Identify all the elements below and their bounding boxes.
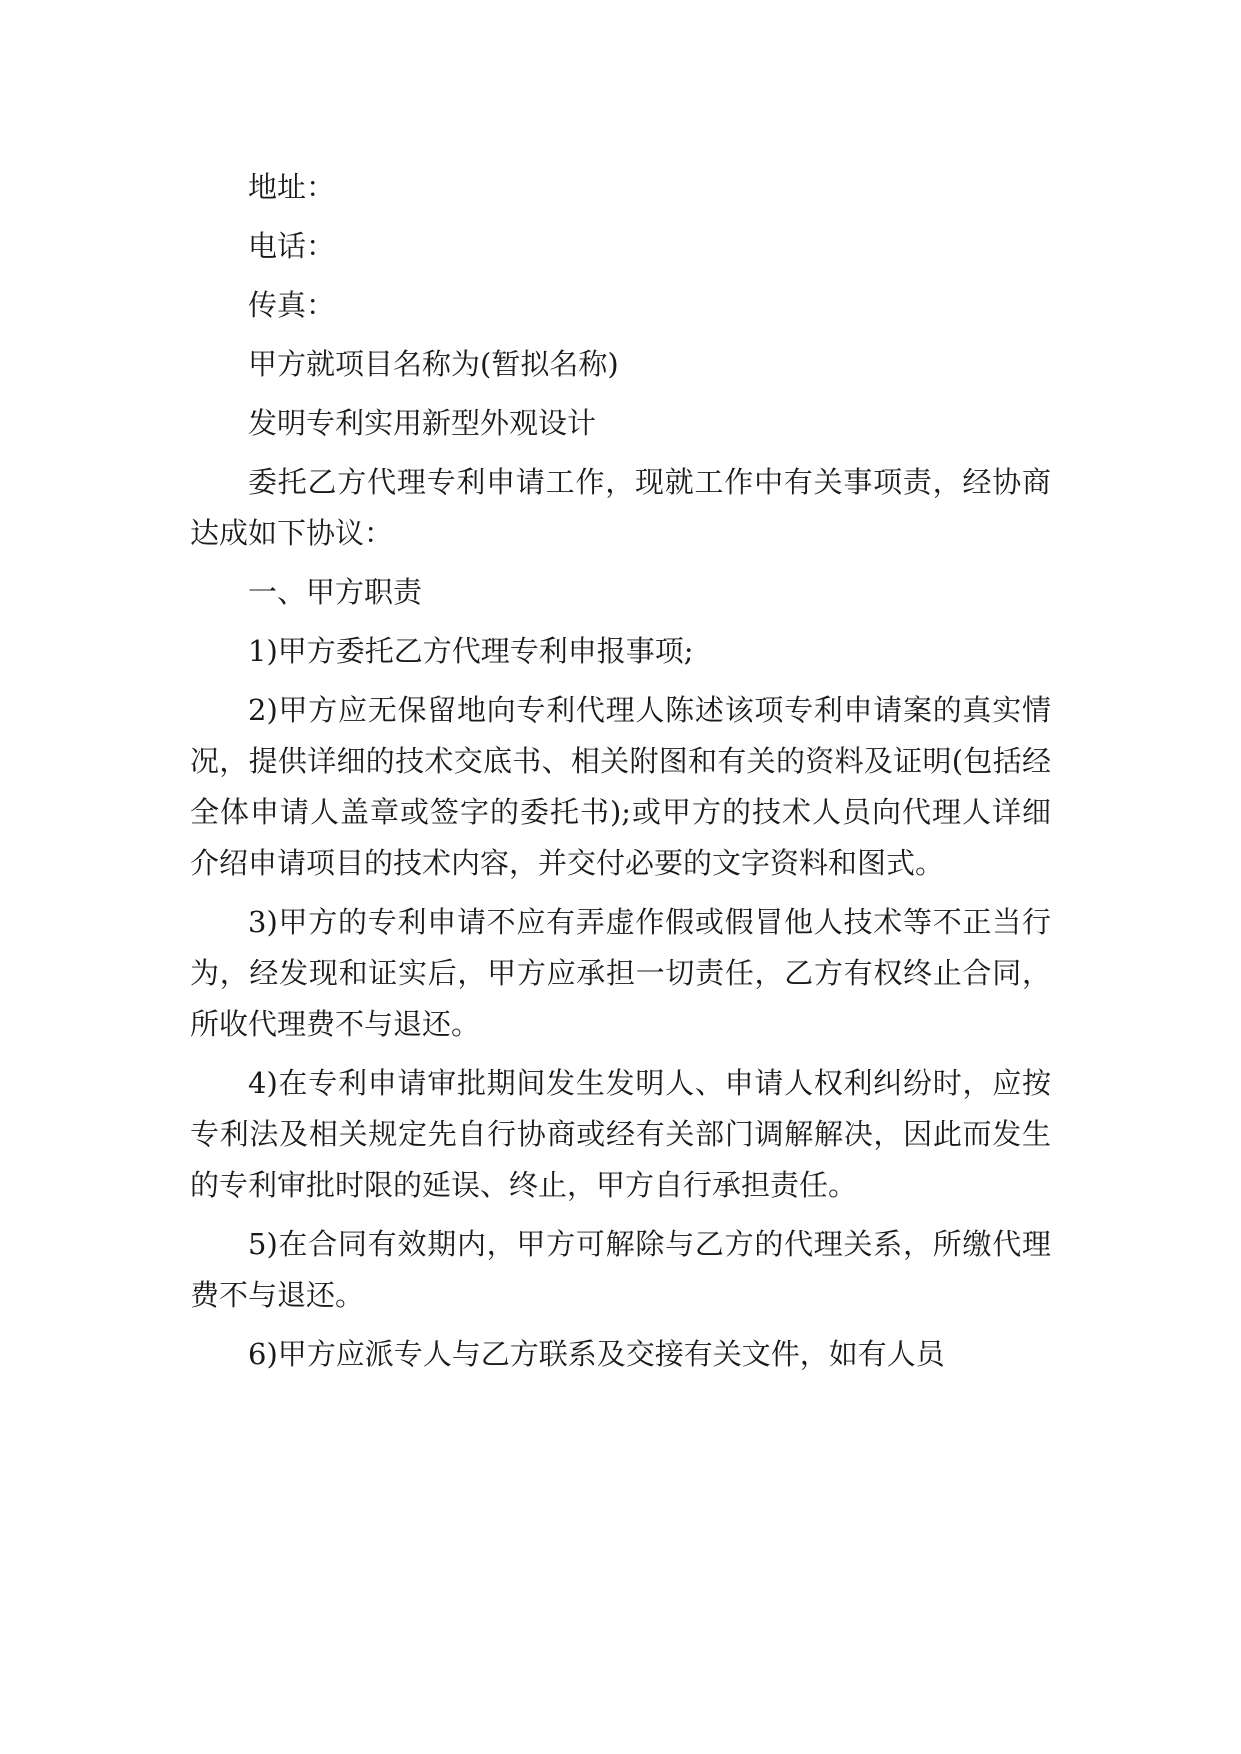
- document-body: [190, 162, 1051, 1388]
- project-name-line: 甲方就项目名称为(暂拟名称): [248, 347, 619, 381]
- clause-5: 5)在合同有效期内，甲方可解除与乙方的代理关系，所缴代理费不与退还。: [190, 1227, 1051, 1312]
- clause-2: 2)甲方应无保留地向专利代理人陈述该项专利申请案的真实情况，提供详细的技术交底书、相关附图和有关的资料及证明(包括经全体申请人盖章或签字的委托书);或甲方的技术人员向代理人详细介绍申请项目的技术内容，并交付必要的文字资料和图式。: [190, 693, 1051, 880]
- clause-6: 6)甲方应派专人与乙方联系及交接有关文件，如有人员: [248, 1337, 945, 1371]
- clause-3: 3)甲方的专利申请不应有弄虚作假或假冒他人技术等不正当行为，经发现和证实后，甲方应承担一切责任，乙方有权终止合同，所收代理费不与退还。: [190, 905, 1051, 1041]
- fax-field-label: 传真：: [248, 288, 336, 322]
- patent-type-line: 发明专利实用新型外观设计: [248, 406, 597, 440]
- clause-1: 1)甲方委托乙方代理专利申报事项;: [248, 634, 694, 668]
- intro-paragraph: 委托乙方代理专利申请工作，现就工作中有关事项责，经协商达成如下协议：: [190, 465, 1051, 550]
- clause-4: 4)在专利申请审批期间发生发明人、申请人权利纠纷时，应按专利法及相关规定先自行协商或经有关部门调解解决，因此而发生的专利审批时限的延误、终止，甲方自行承担责任。: [190, 1066, 1051, 1202]
- phone-field-label: 电话：: [248, 229, 336, 263]
- section-heading-party-a-duties: 一、甲方职责: [248, 575, 423, 609]
- address-field-label: 地址：: [248, 170, 336, 204]
